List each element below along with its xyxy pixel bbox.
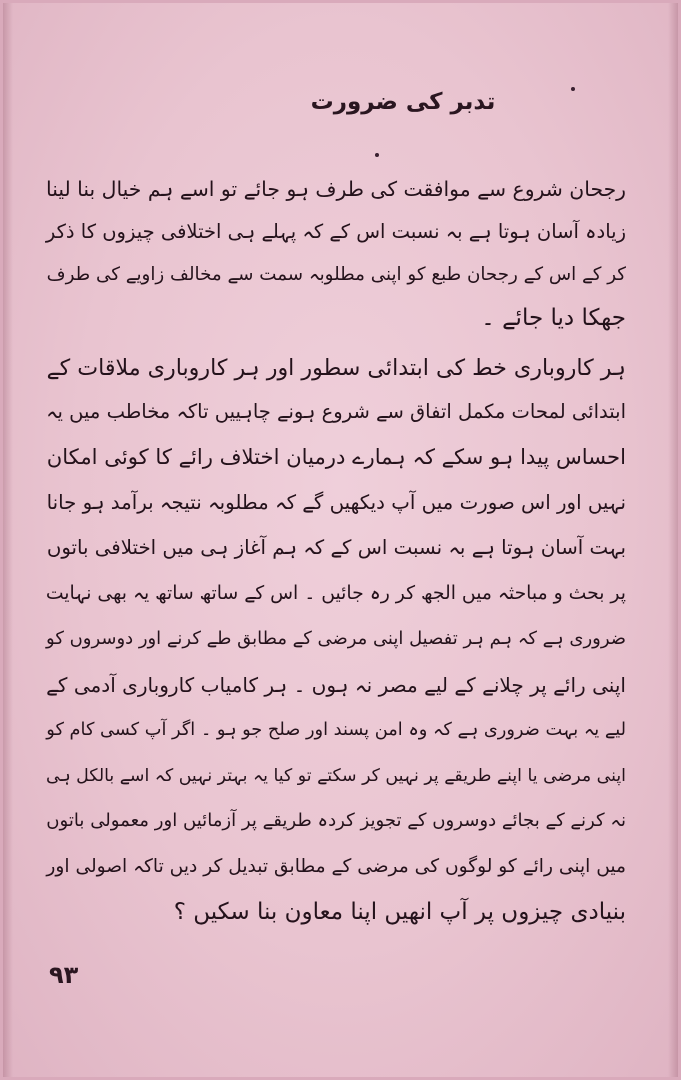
- text-line: پر بحث و مباحثہ میں الجھ کر رہ جائیں ۔ اس کے ساتھ ساتھ یہ بھی نہایت: [45, 583, 626, 604]
- text-line: لیے یہ بہت ضروری ہے کہ وہ امن پسند اور صلح جو ہو ۔ اگر آپ کسی کام کو: [46, 720, 626, 740]
- page-number: ۹۳: [49, 961, 79, 989]
- text-line: نہیں اور اس صورت میں آپ دیکھیں گے کہ مطلوبہ نتیجہ برآمد ہو جانا: [46, 491, 626, 514]
- text-line: کر کے اس کے رجحان طبع کو اپنی مطلوبہ سمت سے مخالف زاویے کی طرف: [46, 264, 626, 285]
- section-heading: تدبر کی ضرورت: [310, 89, 496, 115]
- text-line: جھکا دیا جائے ۔: [481, 305, 626, 331]
- text-line: ابتدائی لمحات مکمل اتفاق سے شروع ہونے چاہییں تاکہ مخاطب میں یہ: [46, 400, 626, 423]
- text-line: رجحان شروع سے موافقت کی طرف ہو جائے تو اسے ہم خیال بنا لینا: [46, 177, 626, 201]
- text-line: زیادہ آسان ہوتا ہے بہ نسبت اس کے کہ پہلے ہی اختلافی چیزوں کا ذکر: [45, 220, 626, 243]
- text-line: میں اپنی رائے کو لوگوں کی مرضی کے مطابق تبدیل کر دیں تاکہ اصولی اور: [46, 856, 626, 877]
- text-line: بنیادی چیزوں پر آپ انھیں اپنا معاون بنا سکیں ؟: [173, 899, 626, 925]
- text-line: ضروری ہے کہ ہم ہر تفصیل اپنی مرضی کے مطابق طے کرنے اور دوسروں کو: [46, 628, 626, 649]
- text-line: اپنی مرضی یا اپنے طریقے پر نہیں کر سکتے تو کیا یہ بہتر نہیں کہ اسے بالکل ہی: [46, 766, 626, 786]
- page-left-edge: [3, 3, 13, 1077]
- text-line: نہ کرنے کے بجائے دوسروں کے تجویز کردہ طریقے پر آزمائیں اور معمولی باتوں: [46, 810, 626, 831]
- page-right-edge: [668, 3, 678, 1077]
- ink-speck: [571, 87, 575, 91]
- text-line: احساس پیدا ہو سکے کہ ہمارے درمیان اختلاف رائے کا کوئی امکان: [46, 444, 626, 469]
- ink-speck: [375, 153, 379, 157]
- text-line: ہر کاروباری خط کی ابتدائی سطور اور ہر کاروباری ملاقات کے: [46, 355, 626, 381]
- text-line: بہت آسان ہوتا ہے بہ نسبت اس کے کہ ہم آغاز ہی میں اختلافی باتوں: [46, 536, 626, 559]
- text-line: اپنی رائے پر چلانے کے لیے مصر نہ ہوں ۔ ہر کامیاب کاروباری آدمی کے: [46, 673, 626, 697]
